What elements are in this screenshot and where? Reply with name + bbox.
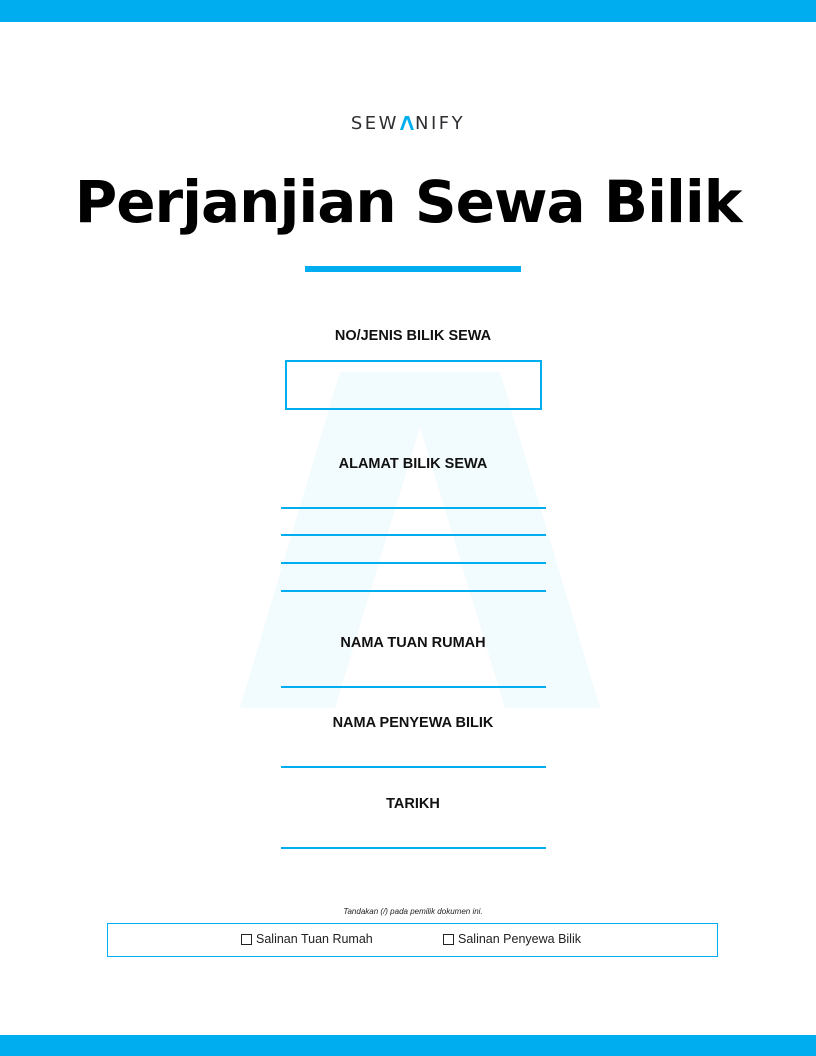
address-line-4[interactable] — [281, 590, 546, 592]
landlord-copy-option[interactable] — [241, 932, 373, 946]
date-label: TARIKH — [386, 796, 440, 812]
tenant-copy-label: Salinan Penyewa Bilik — [458, 932, 581, 946]
address-line-2[interactable] — [281, 534, 546, 536]
landlord-label: NAMA TUAN RUMAH — [340, 635, 486, 651]
logo-prefix: SEW — [350, 113, 399, 134]
document-title: Perjanjian Sewa Bilik — [74, 168, 742, 236]
room-number-field[interactable] — [285, 360, 542, 410]
logo-suffix: NIFY — [414, 113, 466, 134]
date-line[interactable] — [281, 847, 546, 849]
tenant-copy-checkbox[interactable] — [443, 934, 454, 945]
tenant-name-line[interactable] — [281, 766, 546, 768]
brand-logo — [0, 113, 816, 134]
room-label: NO/JENIS BILIK SEWA — [334, 328, 492, 344]
copy-instruction-note: Tandakan (/) pada pemilik dokumen ini. — [343, 907, 483, 916]
landlord-copy-label: Salinan Tuan Rumah — [256, 932, 373, 946]
chevron-a-icon — [400, 116, 414, 130]
landlord-copy-checkbox[interactable] — [241, 934, 252, 945]
landlord-name-line[interactable] — [281, 686, 546, 688]
address-label: ALAMAT BILIK SEWA — [338, 456, 488, 472]
bottom-accent-band — [0, 1035, 816, 1056]
address-line-3[interactable] — [281, 562, 546, 564]
tenant-copy-option[interactable] — [443, 932, 581, 946]
tenant-label: NAMA PENYEWA BILIK — [332, 715, 494, 731]
copy-selection-box — [107, 923, 718, 957]
top-accent-band — [0, 0, 816, 22]
title-underline — [305, 266, 521, 272]
address-line-1[interactable] — [281, 507, 546, 509]
letter-a-watermark-icon — [240, 372, 600, 708]
